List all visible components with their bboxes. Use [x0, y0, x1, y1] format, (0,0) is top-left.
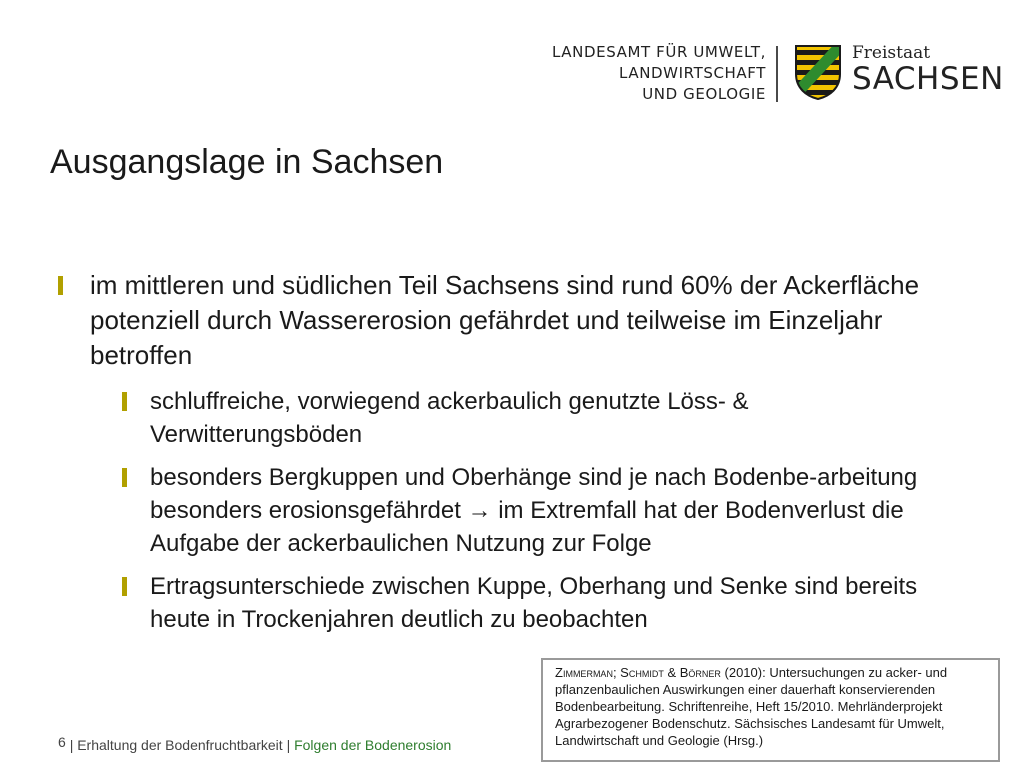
bullet-marker-icon	[122, 392, 127, 411]
bullet-text: im mittleren und südlichen Teil Sachsens sind rund 60% der Ackerfläche potenziell durch Wassererosion gefährdet und teilweise im Einzeljahr betroffen	[90, 270, 920, 370]
bullet-item-level1	[58, 268, 958, 373]
header-divider	[776, 46, 778, 102]
state-label-small: Freistaat	[852, 43, 931, 63]
bullet-text: Ertragsunterschiede zwischen Kuppe, Oberhang und Senke sind bereits heute in Trockenjahren deutlich zu beobachten	[150, 573, 918, 633]
saxony-coat-of-arms-icon	[794, 44, 842, 100]
organization-line-2: LANDWIRTSCHAFT	[619, 64, 766, 82]
footer-section: | Erhaltung der Bodenfruchtbarkeit |	[69, 737, 291, 753]
citation-authors: Zimmerman; Schmidt & Börner	[555, 665, 721, 680]
bullet-item-level2	[58, 385, 958, 451]
organization-line-1: LANDESAMT FÜR UMWELT,	[552, 43, 766, 61]
bullet-text: schluffreiche, vorwiegend ackerbaulich genutzte Löss- & Verwitterungsböden	[150, 388, 749, 448]
bullet-list	[58, 268, 958, 646]
state-label-big: SACHSEN	[852, 61, 1004, 97]
citation-box	[541, 658, 1000, 762]
bullet-text: besonders Bergkuppen und Oberhänge sind je nach Bodenbe-arbeitung besonders erosionsgefährdet → im Extremfall hat der Bodenverlust die Aufgabe der ackerbaulichen Nutzung zur Folge	[150, 464, 918, 557]
organization-name	[486, 42, 766, 105]
bullet-marker-icon	[122, 468, 127, 487]
slide-title: Ausgangslage in Sachsen	[50, 143, 444, 181]
bullet-marker-icon	[122, 577, 127, 596]
footer	[58, 736, 451, 754]
citation-text: (2010): Untersuchungen zu acker- und pflanzenbaulichen Auswirkungen einer dauerhaft konservierenden Bodenbearbeitung. Schriftenreihe, Heft 15/2010. Mehrländerprojekt Agrarbezogener Bodenschutz. Sächsisches Landesamt für Umwelt, Landwirtschaft und Geologie (Hrsg.)	[555, 665, 948, 748]
page-number: 6	[58, 734, 66, 750]
bullet-item-level2	[58, 461, 958, 560]
organization-line-3: UND GEOLOGIE	[642, 85, 766, 103]
state-logo-text	[852, 44, 1004, 96]
bullet-item-level2	[58, 570, 958, 636]
bullet-marker-icon	[58, 276, 63, 295]
footer-current-section[interactable]: Folgen der Bodenerosion	[294, 737, 452, 753]
